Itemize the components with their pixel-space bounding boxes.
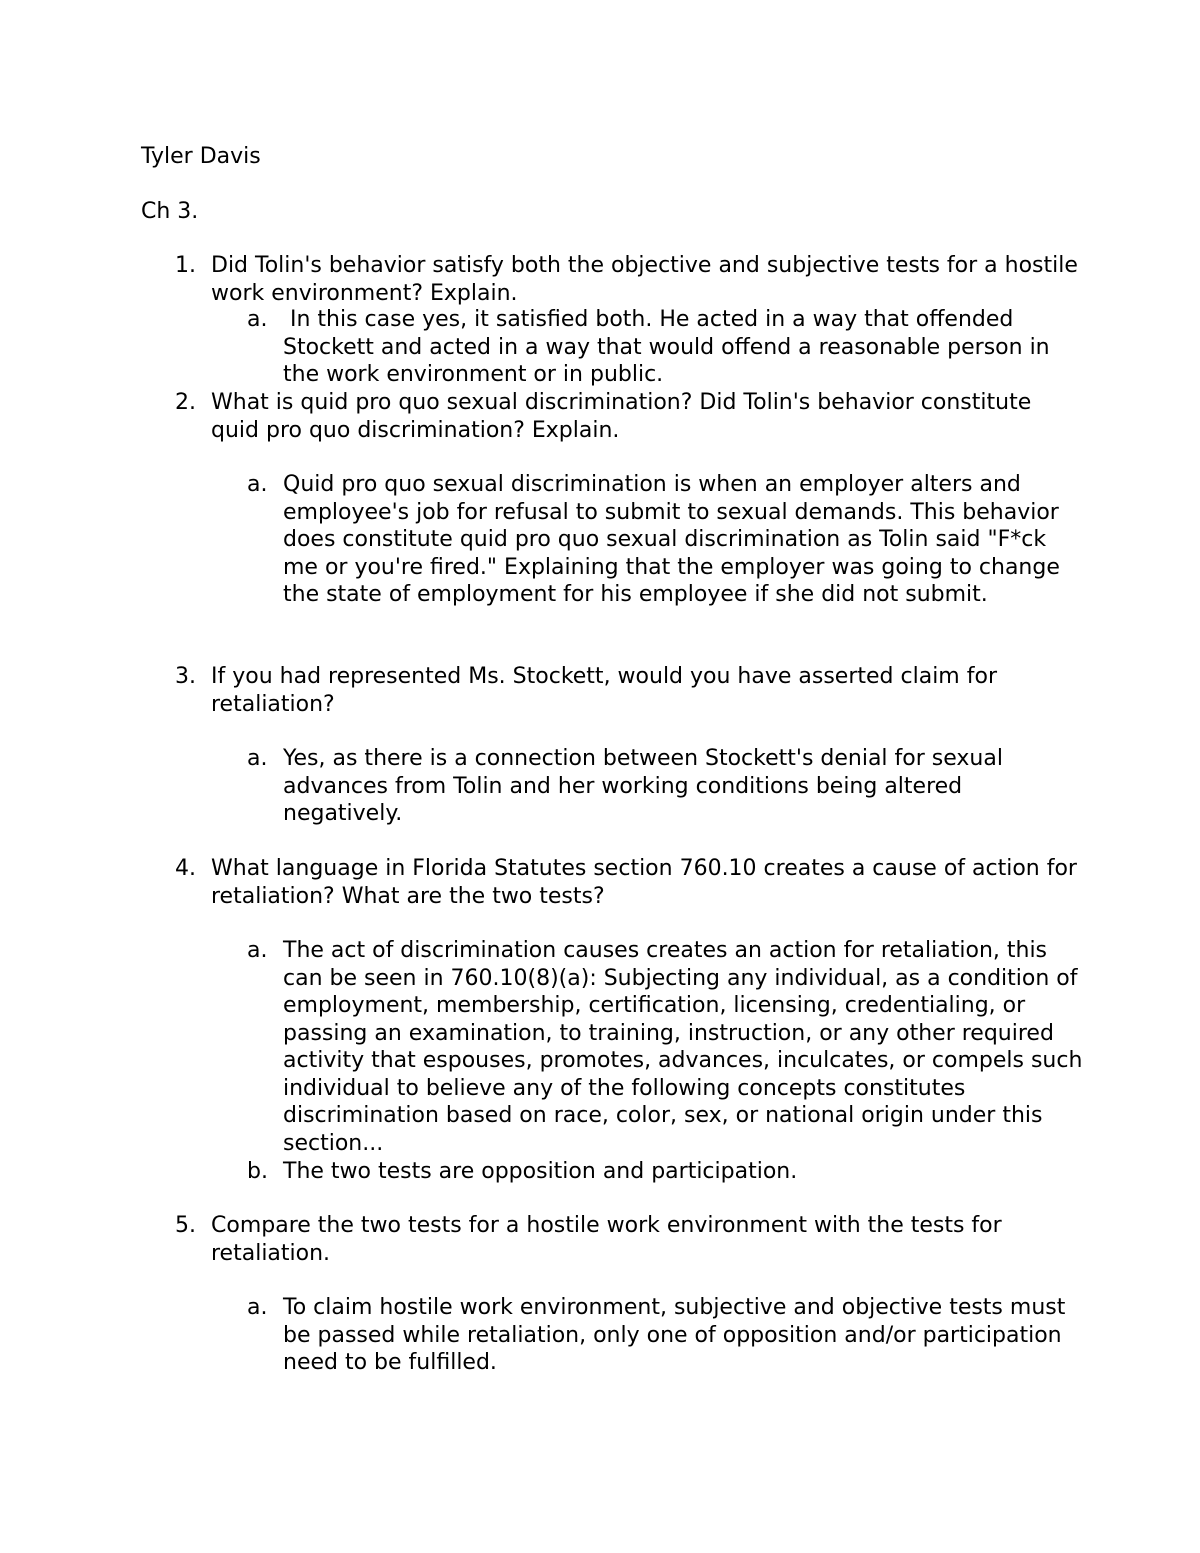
answer-letter: a. — [247, 1295, 268, 1320]
answer-letter: a. — [247, 746, 268, 771]
author-name: Tyler Davis — [141, 144, 261, 169]
question-number: 4. — [175, 856, 196, 881]
chapter-label: Ch 3. — [141, 199, 199, 224]
answer-text: In this case yes, it satisfied both. He acted in a way that offended Stockett and acted in a way that would offend a reasonable person in the work environment or in public. — [283, 307, 1057, 387]
answer-text: Quid pro quo sexual discrimination is when an employer alters and employee's job for refusal to submit to sexual demands. This behavior does constitute quid pro quo sexual discrimination as Tolin said "F*ck me or you're fired." Explaining that the employer was going to change the state of employment for his employee if she did not submit. — [283, 472, 1060, 607]
answer-letter: a. — [247, 472, 268, 497]
question-text: Did Tolin's behavior satisfy both the objective and subjective tests for a hostile work environment? Explain. — [211, 253, 1078, 306]
question-number: 2. — [175, 390, 196, 415]
answer-letter: a. — [247, 938, 268, 963]
answer-text: The act of discrimination causes creates an action for retaliation, this can be seen in 760.10(8)(a): Subjecting any individual, as a condition of employment, membership, certification, licensing, credentialing, or passing an examination, to training, instruction, or any other required activity that espouses, promotes, advances, inculcates, or compels such individual to believe any of the following concepts constitutes discrimination based on race, color, sex, or national origin under this section... — [283, 938, 1083, 1156]
question-text: What language in Florida Statutes section 760.10 creates a cause of action for retaliation? What are the two tests? — [211, 856, 1077, 909]
question-number: 3. — [175, 664, 196, 689]
answer-text: Yes, as there is a connection between Stockett's denial for sexual advances from Tolin and her working conditions being altered negatively. — [283, 746, 1003, 826]
question-number: 5. — [175, 1213, 196, 1238]
question-text: If you had represented Ms. Stockett, would you have asserted claim for retaliation? — [211, 664, 997, 717]
answer-letter: a. — [247, 307, 268, 332]
question-text: What is quid pro quo sexual discrimination? Did Tolin's behavior constitute quid pro quo discrimination? Explain. — [211, 390, 1032, 443]
answer-text: To claim hostile work environment, subjective and objective tests must be passed while retaliation, only one of opposition and/or participation need to be fulfilled. — [283, 1295, 1066, 1375]
answer-text: The two tests are opposition and participation. — [283, 1159, 798, 1184]
answer-letter: b. — [247, 1159, 268, 1184]
question-text: Compare the two tests for a hostile work environment with the tests for retaliation. — [211, 1213, 1002, 1266]
question-number: 1. — [175, 253, 196, 278]
